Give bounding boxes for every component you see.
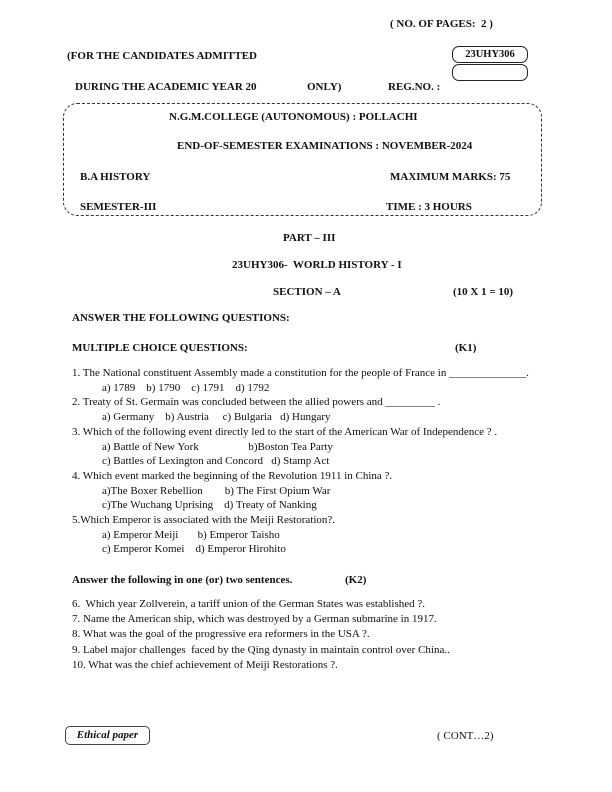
part-title: PART – III: [283, 232, 336, 244]
mcq-question-2-options: a) Germany b) Austria c) Bulgaria d) Hungary: [102, 411, 331, 424]
short-question-6: 6. Which year Zollverein, a tariff union of the German States was established ?.: [72, 598, 426, 610]
short-question-7: 7. Name the American ship, which was destroyed by a German submarine in 1917.: [72, 613, 437, 626]
regno-label: REG.NO. :: [388, 81, 441, 93]
continuation-note: ( CONT…2): [437, 730, 494, 742]
short-answer-questions: [72, 597, 577, 673]
section-a-marks: (10 X 1 = 10): [453, 286, 514, 298]
candidates-admitted-label: (FOR THE CANDIDATES ADMITTED: [67, 50, 257, 62]
mcq-question-5-options-ab: a) Emperor Meiji b) Emperor Taisho: [102, 528, 280, 541]
maximum-marks: MAXIMUM MARKS: 75: [390, 171, 511, 183]
k2-level-badge: (K2): [345, 574, 367, 586]
paper-title: 23UHY306- WORLD HISTORY - I: [232, 259, 402, 271]
academic-year-label: DURING THE ACADEMIC YEAR 20: [75, 81, 257, 93]
semester-label: SEMESTER-III: [80, 201, 157, 213]
programme-name: B.A HISTORY: [80, 171, 151, 183]
mcq-heading: MULTIPLE CHOICE QUESTIONS:: [72, 342, 248, 354]
regno-fill-box: [452, 64, 528, 81]
mcq-question-4: 4. Which event marked the beginning of the Revolution 1911 in China ?.: [72, 469, 393, 482]
mcq-question-3-options-ab: a) Battle of New York b)Boston Tea Party: [102, 440, 333, 453]
ethical-paper-stamp: [65, 726, 150, 745]
ethical-paper-label: Ethical paper: [76, 729, 139, 741]
no-of-pages-label: ( NO. OF PAGES: 2 ): [390, 18, 493, 30]
section-a-title: SECTION – A: [273, 286, 341, 298]
mcq-question-2: 2. Treaty of St. Germain was concluded between the allied powers and _________ .: [72, 396, 441, 409]
mcq-questions: [72, 366, 577, 557]
exam-session: END-OF-SEMESTER EXAMINATIONS : NOVEMBER-2024: [177, 140, 473, 152]
mcq-question-3: 3. Which of the following event directly led to the start of the American War of Independence ? .: [72, 425, 498, 438]
only-label: ONLY): [307, 81, 342, 93]
course-code: 23UHY306: [465, 49, 515, 60]
short-question-8: 8. What was the goal of the progressive era reformers in the USA ?.: [72, 628, 370, 641]
mcq-question-5-options-cd: c) Emperor Komei d) Emperor Hirohito: [102, 543, 286, 556]
mcq-question-3-options-cd: c) Battles of Lexington and Concord d) Stamp Act: [102, 455, 330, 468]
short-question-9: 9. Label major challenges faced by the Qing dynasty in maintain control over China..: [72, 643, 450, 656]
short-answer-heading-row: [72, 574, 492, 586]
exam-info-box: [63, 103, 542, 216]
mcq-question-1-options: a) 1789 b) 1790 c) 1791 d) 1792: [102, 381, 270, 394]
section-a-instruction: ANSWER THE FOLLOWING QUESTIONS:: [72, 312, 290, 324]
time-allowed: TIME : 3 HOURS: [386, 201, 472, 213]
short-answer-heading: Answer the following in one (or) two sentences.: [72, 574, 293, 586]
k1-level-badge: (K1): [455, 342, 477, 354]
course-code-box: [452, 46, 528, 63]
mcq-question-1: 1. The National constituent Assembly made a constitution for the people of France in ______________.: [72, 367, 529, 379]
college-name: N.G.M.COLLEGE (AUTONOMOUS) : POLLACHI: [169, 111, 418, 123]
mcq-question-4-options-ab: a)The Boxer Rebellion b) The First Opium War: [102, 484, 331, 497]
mcq-question-5: 5.Which Emperor is associated with the Meiji Restoration?.: [72, 514, 336, 527]
mcq-question-4-options-cd: c)The Wuchang Uprising d) Treaty of Nanking: [102, 499, 317, 512]
short-question-10: 10. What was the chief achievement of Meiji Restorations ?.: [72, 658, 338, 671]
